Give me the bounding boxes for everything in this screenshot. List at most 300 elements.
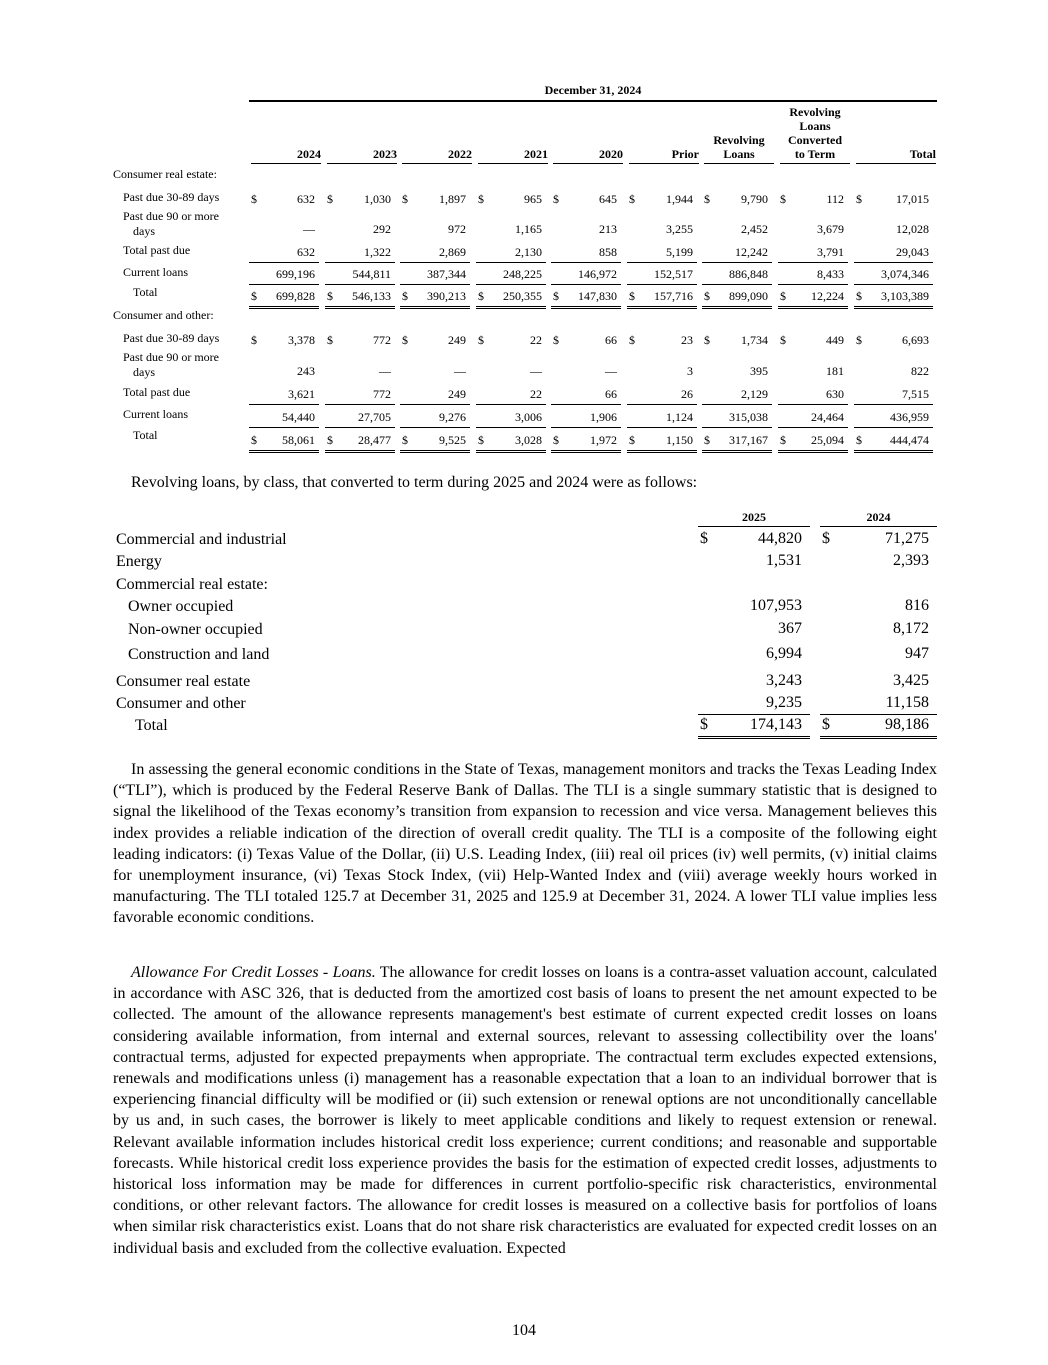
col-header-line: to Term: [794, 147, 836, 161]
cell-value: 632: [297, 192, 315, 206]
cell-value: 292: [373, 222, 391, 236]
table-cell: [325, 187, 395, 209]
table-row: [113, 328, 937, 350]
table-row: [113, 262, 937, 284]
table-cell: [854, 240, 933, 263]
cell-value: 772: [373, 387, 391, 401]
cell-value: 146,972: [578, 267, 617, 281]
table-row: [113, 643, 937, 665]
currency-symbol: $: [553, 192, 559, 206]
cell-value: 8,433: [817, 267, 844, 281]
table-cell: [551, 262, 621, 285]
table-cell: [778, 240, 848, 263]
currency-symbol: $: [402, 192, 408, 206]
cell-value: 54,440: [282, 410, 315, 424]
cell-value: 71,275: [885, 530, 929, 547]
cell-value: 630: [826, 387, 844, 401]
cell-value: 3,074,346: [881, 267, 929, 281]
row-label: Construction and land: [128, 646, 270, 663]
table-cell: [476, 404, 546, 428]
table-cell: [702, 427, 772, 453]
cell-value: 8,172: [893, 620, 929, 637]
table-cell: [249, 187, 319, 209]
currency-symbol: $: [553, 289, 559, 303]
col-header-revolving-converted: [780, 105, 850, 164]
cell-value: 66: [605, 333, 617, 347]
table-cell: [820, 670, 937, 692]
currency-symbol: $: [856, 192, 862, 206]
table-cell: [702, 209, 772, 239]
table-row: [113, 618, 937, 640]
cell-value: 3,103,389: [881, 289, 929, 303]
currency-symbol: $: [700, 530, 708, 547]
col-header-2022: 2022: [402, 147, 472, 164]
currency-symbol: $: [251, 333, 257, 347]
col-header-2025: 2025: [698, 508, 810, 527]
column-headers: [113, 106, 937, 164]
cell-value: 632: [297, 245, 315, 259]
cell-value: 2,129: [741, 387, 768, 401]
row-label: days: [133, 224, 155, 238]
table-cell: [820, 550, 937, 572]
table-cell: [249, 350, 319, 381]
table-cell: [551, 209, 621, 239]
table-cell: [551, 187, 621, 209]
row-label: Past due 90 or more: [123, 350, 219, 364]
cell-value: 250,355: [503, 289, 542, 303]
table-cell: [702, 404, 772, 428]
row-label: Owner occupied: [128, 598, 234, 615]
table-cell: [325, 404, 395, 428]
table-cell: [249, 328, 319, 350]
cell-value: 25,094: [811, 433, 844, 447]
currency-symbol: $: [704, 333, 710, 347]
table-cell: [854, 209, 933, 239]
allowance-text: The allowance for credit losses on loans is a contra-asset valuation account, calculated in accordance with ASC 326, that is deducted from the amortized cost basis of loans to present the net amount expected to be collected. The amount of the allowance represents management's best estimate of current expected credit losses on loans considering available information, from internal and external sources, relevant to assessing collectibility over the loans' contractual terms, adjusted for expected prepayments when appropriate. The contractual term excludes expected extensions, renewals and modifications unless (i) management has a reasonable expectation that a loan to an individual borrower that is experiencing financial difficulty will be modified or (ii) such extension or renewal options are not unconditionally cancellable by us and, in such cases, the borrower is likely to meet applicable conditions and likely to request extension or renewal. Relevant available information includes historical credit loss experience; current conditions; and reasonable and supportable forecasts. While historical credit loss experience provides the basis for the estimation of expected credit losses, adjustments to historical loss information may be made for differences in current portfolio-specific risk characteristics, environmental conditions, or other relevant factors. The allowance for credit losses is measured on a collective basis for portfolios of loans when similar risk characteristics exist. Loans that do not share risk characteristics are evaluated for expected credit losses on an individual basis and excluded from the collective evaluation. Expected: [113, 964, 938, 1257]
table-cell: [698, 573, 810, 595]
cell-value: 3,378: [288, 333, 315, 347]
table-row: [113, 209, 937, 239]
table-cell: [551, 382, 621, 405]
cell-value: 2,130: [515, 245, 542, 259]
table-cell: [400, 382, 470, 405]
currency-symbol: $: [327, 289, 333, 303]
cell-value: 858: [599, 245, 617, 259]
cell-value: 965: [524, 192, 542, 206]
table-row: [113, 284, 937, 306]
cell-value: 546,133: [352, 289, 391, 303]
currency-symbol: $: [822, 716, 830, 733]
table-cell: [778, 382, 848, 405]
cell-value: 6,693: [902, 333, 929, 347]
currency-symbol: $: [553, 433, 559, 447]
col-header-2021: 2021: [478, 147, 548, 164]
col-header-2024: 2024: [820, 508, 937, 527]
currency-symbol: $: [327, 333, 333, 347]
cell-value: 2,452: [741, 222, 768, 236]
cell-value: 23: [681, 333, 693, 347]
cell-value: 972: [448, 222, 466, 236]
table-cell: [627, 382, 697, 405]
currency-symbol: $: [478, 333, 484, 347]
col-header-line: Loans: [799, 119, 831, 133]
table-row: [113, 692, 937, 714]
currency-symbol: $: [402, 333, 408, 347]
cell-value: 3,679: [817, 222, 844, 236]
table-cell: [476, 209, 546, 239]
table-cell: [778, 427, 848, 453]
cell-value: 213: [599, 222, 617, 236]
cell-value: 12,028: [896, 222, 929, 236]
col-header-line: Loans: [723, 147, 755, 161]
table-cell: [778, 262, 848, 285]
page-number: 104: [512, 1322, 536, 1339]
cell-value: 98,186: [885, 716, 929, 733]
currency-symbol: $: [478, 289, 484, 303]
table-cell: [627, 350, 697, 381]
cell-value: 22: [530, 387, 542, 401]
cell-value: 66: [605, 387, 617, 401]
currency-symbol: $: [553, 333, 559, 347]
cell-value: 249: [448, 387, 466, 401]
cell-value: 12,224: [811, 289, 844, 303]
cell-value: 822: [911, 364, 929, 378]
table-cell: [854, 427, 933, 453]
table-cell: [400, 427, 470, 453]
cell-value: 387,344: [427, 267, 466, 281]
cell-value: 317,167: [729, 433, 768, 447]
table-cell: [476, 350, 546, 381]
cell-value: 9,525: [439, 433, 466, 447]
cell-value: 107,953: [750, 597, 802, 614]
table-cell: [476, 187, 546, 209]
table-cell: [476, 328, 546, 350]
cell-value: 1,897: [439, 192, 466, 206]
cell-value: 1,322: [364, 245, 391, 259]
cell-value: 449: [826, 333, 844, 347]
currency-symbol: $: [629, 192, 635, 206]
table-cell: [249, 427, 319, 453]
table-cell: [820, 714, 937, 739]
table-cell: [627, 262, 697, 285]
cell-value: 816: [905, 597, 929, 614]
table-cell: [249, 284, 319, 309]
table-cell: [325, 209, 395, 239]
currency-symbol: $: [856, 289, 862, 303]
table-row: [113, 167, 937, 183]
cell-value: 1,030: [364, 192, 391, 206]
cell-value: 26: [681, 387, 693, 401]
table-cell: [627, 187, 697, 209]
table-cell: [698, 692, 810, 715]
table-cell: [820, 573, 937, 595]
table-cell: [249, 404, 319, 428]
cell-value: 17,015: [896, 192, 929, 206]
table-cell: [854, 382, 933, 405]
table-cell: [702, 328, 772, 350]
cell-value: 1,150: [666, 433, 693, 447]
currency-symbol: $: [780, 333, 786, 347]
cell-value: 9,790: [741, 192, 768, 206]
row-label: Consumer real estate: [116, 673, 251, 690]
table-cell: [627, 404, 697, 428]
col-header-revolving-loans: [704, 133, 774, 164]
currency-symbol: $: [856, 333, 862, 347]
cell-value: 1,124: [666, 410, 693, 424]
cell-value: 22: [530, 333, 542, 347]
cell-value: 2,869: [439, 245, 466, 259]
cell-value: 436,959: [890, 410, 929, 424]
section-label: Consumer and other:: [113, 308, 214, 322]
table-cell: [249, 262, 319, 285]
col-header-line: Revolving: [713, 133, 765, 147]
cell-value: —: [454, 364, 466, 378]
table-row: [113, 573, 937, 595]
currency-symbol: $: [629, 333, 635, 347]
cell-value: 1,531: [766, 552, 802, 569]
table-cell: [702, 382, 772, 405]
col-header-2024: 2024: [251, 147, 321, 164]
cell-value: 2,393: [893, 552, 929, 569]
table-cell: [551, 240, 621, 263]
col-header-line: Converted: [788, 133, 842, 147]
cell-value: 249: [448, 333, 466, 347]
row-label: Past due 90 or more: [123, 209, 219, 223]
table-row: [113, 595, 937, 617]
table-cell: [400, 350, 470, 381]
row-label: Total: [133, 285, 158, 299]
table-cell: [778, 209, 848, 239]
table-cell: [698, 595, 810, 617]
cell-value: 29,043: [896, 245, 929, 259]
table-cell: [325, 328, 395, 350]
row-label: Non-owner occupied: [128, 621, 263, 638]
cell-value: 157,716: [654, 289, 693, 303]
cell-value: 645: [599, 192, 617, 206]
cell-value: 367: [778, 620, 802, 637]
table-cell: [698, 618, 810, 640]
table-cell: [778, 404, 848, 428]
col-header-2020: 2020: [553, 147, 623, 164]
allowance-paragraph: [113, 962, 937, 1259]
cell-value: 181: [826, 364, 844, 378]
cell-value: 112: [826, 192, 844, 206]
table-cell: [854, 284, 933, 309]
table-cell: [551, 284, 621, 309]
col-header-total: Total: [856, 147, 936, 164]
table-cell: [702, 262, 772, 285]
table-row: [113, 404, 937, 427]
cell-value: 3,791: [817, 245, 844, 259]
cell-value: 3,255: [666, 222, 693, 236]
table-cell: [854, 262, 933, 285]
table-cell: [325, 427, 395, 453]
currency-symbol: $: [402, 289, 408, 303]
table-row: [113, 382, 937, 404]
table-cell: [627, 284, 697, 309]
cell-value: 3: [687, 364, 693, 378]
col-header-prior: Prior: [629, 147, 699, 164]
table-cell: [627, 328, 697, 350]
row-label: Energy: [116, 553, 162, 570]
row-label: Total past due: [123, 385, 191, 399]
table-row: [113, 714, 937, 736]
cell-value: 243: [297, 364, 315, 378]
cell-value: 947: [905, 645, 929, 662]
currency-symbol: $: [704, 289, 710, 303]
cell-value: 3,006: [515, 410, 542, 424]
table-cell: [400, 240, 470, 263]
table-cell: [476, 240, 546, 263]
table-cell: [476, 427, 546, 453]
currency-symbol: $: [856, 433, 862, 447]
row-label: Commercial real estate:: [116, 576, 268, 593]
table-cell: [400, 187, 470, 209]
cell-value: 699,828: [276, 289, 315, 303]
cell-value: 3,028: [515, 433, 542, 447]
table-cell: [400, 262, 470, 285]
table-row: [113, 427, 937, 450]
table-cell: [627, 427, 697, 453]
table-cell: [820, 643, 937, 665]
cell-value: 1,734: [741, 333, 768, 347]
table-cell: [702, 187, 772, 209]
table-cell: [400, 328, 470, 350]
cell-value: 395: [750, 364, 768, 378]
cell-value: 444,474: [890, 433, 929, 447]
table-cell: [854, 328, 933, 350]
table-cell: [400, 404, 470, 428]
table-cell: [820, 528, 937, 550]
cell-value: 27,705: [358, 410, 391, 424]
currency-symbol: $: [251, 289, 257, 303]
cell-value: —: [605, 364, 617, 378]
table-cell: [698, 528, 810, 550]
section-label: Consumer real estate:: [113, 167, 217, 181]
table-cell: [702, 240, 772, 263]
cell-value: 6,994: [766, 645, 802, 662]
cell-value: 1,165: [515, 222, 542, 236]
table-cell: [325, 350, 395, 381]
table-cell: [698, 550, 810, 572]
currency-symbol: $: [251, 433, 257, 447]
row-label: Current loans: [123, 265, 188, 279]
table-cell: [476, 284, 546, 309]
table-cell: [820, 692, 937, 715]
currency-symbol: $: [402, 433, 408, 447]
table-cell: [778, 350, 848, 381]
row-label: Total: [133, 428, 158, 442]
tli-paragraph: In assessing the general economic conditions in the State of Texas, management monitors and tracks the Texas Leading Index (“TLI”), which is produced by the Federal Reserve Bank of Dallas. The TLI is a single summary statistic that is designed to signal the likelihood of the Texas economy’s transition from expansion to recession and vice versa. Management believes this index provides a reliable indication of the direction of overall credit quality. The TLI is a composite of the following eight leading indicators: (i) Texas Value of the Dollar, (ii) U.S. Leading Index, (iii) real oil prices (iv) well permits, (v) initial claims for unemployment insurance, (vi) Texas Stock Index, (vii) Help-Wanted Index and (viii) average weekly hours worked in manufacturing. The TLI totaled 125.7 at December 31, 2025 and 125.9 at December 31, 2024. A lower TLI value implies less favorable economic conditions.: [113, 761, 937, 927]
cell-value: 1,906: [590, 410, 617, 424]
table-cell: [249, 240, 319, 263]
cell-value: 1,972: [590, 433, 617, 447]
cell-value: 7,515: [902, 387, 929, 401]
table-cell: [627, 209, 697, 239]
currency-symbol: $: [780, 433, 786, 447]
table-cell: [854, 404, 933, 428]
cell-value: 152,517: [654, 267, 693, 281]
table-cell: [702, 284, 772, 309]
table-row: [113, 308, 937, 324]
table-cell: [476, 382, 546, 405]
cell-value: —: [379, 364, 391, 378]
cell-value: 9,235: [766, 694, 802, 711]
table-cell: [854, 350, 933, 381]
currency-symbol: $: [704, 192, 710, 206]
cell-value: 3,621: [288, 387, 315, 401]
row-label: days: [133, 365, 155, 379]
table-cell: [325, 240, 395, 263]
table-cell: [778, 284, 848, 309]
cell-value: 772: [373, 333, 391, 347]
cell-value: 899,090: [729, 289, 768, 303]
cell-value: 1,944: [666, 192, 693, 206]
currency-symbol: $: [629, 289, 635, 303]
cell-value: 11,158: [885, 694, 929, 711]
col-header-line: Revolving: [789, 105, 841, 119]
row-label: Commercial and industrial: [116, 531, 287, 548]
cell-value: —: [303, 222, 315, 236]
row-label: Past due 30-89 days: [123, 190, 220, 204]
table-cell: [778, 328, 848, 350]
table-cell: [249, 382, 319, 405]
cell-value: 5,199: [666, 245, 693, 259]
cell-value: 44,820: [758, 530, 802, 547]
currency-symbol: $: [780, 192, 786, 206]
table-row: [113, 350, 937, 381]
table-row: [113, 528, 937, 550]
currency-symbol: $: [780, 289, 786, 303]
cell-value: 12,242: [735, 245, 768, 259]
period-header: December 31, 2024: [249, 80, 937, 102]
table-row: [113, 550, 937, 572]
table-cell: [698, 714, 810, 739]
cell-value: 886,848: [729, 267, 768, 281]
cell-value: 174,143: [750, 716, 802, 733]
table-row: [113, 187, 937, 209]
table-cell: [820, 595, 937, 617]
cell-value: 9,276: [439, 410, 466, 424]
cell-value: 3,425: [893, 672, 929, 689]
table-cell: [249, 209, 319, 239]
currency-symbol: $: [327, 433, 333, 447]
table-cell: [627, 240, 697, 263]
table-cell: [400, 209, 470, 239]
cell-value: 544,811: [352, 267, 391, 281]
cell-value: 58,061: [282, 433, 315, 447]
table-cell: [820, 618, 937, 640]
cell-value: 699,196: [276, 267, 315, 281]
table-cell: [325, 382, 395, 405]
cell-value: 390,213: [427, 289, 466, 303]
row-label: Past due 30-89 days: [123, 331, 220, 345]
cell-value: 3,243: [766, 672, 802, 689]
table-cell: [698, 670, 810, 692]
table-row: [113, 670, 937, 692]
currency-symbol: $: [629, 433, 635, 447]
table-cell: [551, 404, 621, 428]
table-cell: [698, 643, 810, 665]
table-cell: [702, 350, 772, 381]
table-cell: [476, 262, 546, 285]
cell-value: 248,225: [503, 267, 542, 281]
currency-symbol: $: [327, 192, 333, 206]
cell-value: 147,830: [578, 289, 617, 303]
col-header-2023: 2023: [327, 147, 397, 164]
row-label: Consumer and other: [116, 695, 246, 712]
row-label: Total past due: [123, 243, 191, 257]
